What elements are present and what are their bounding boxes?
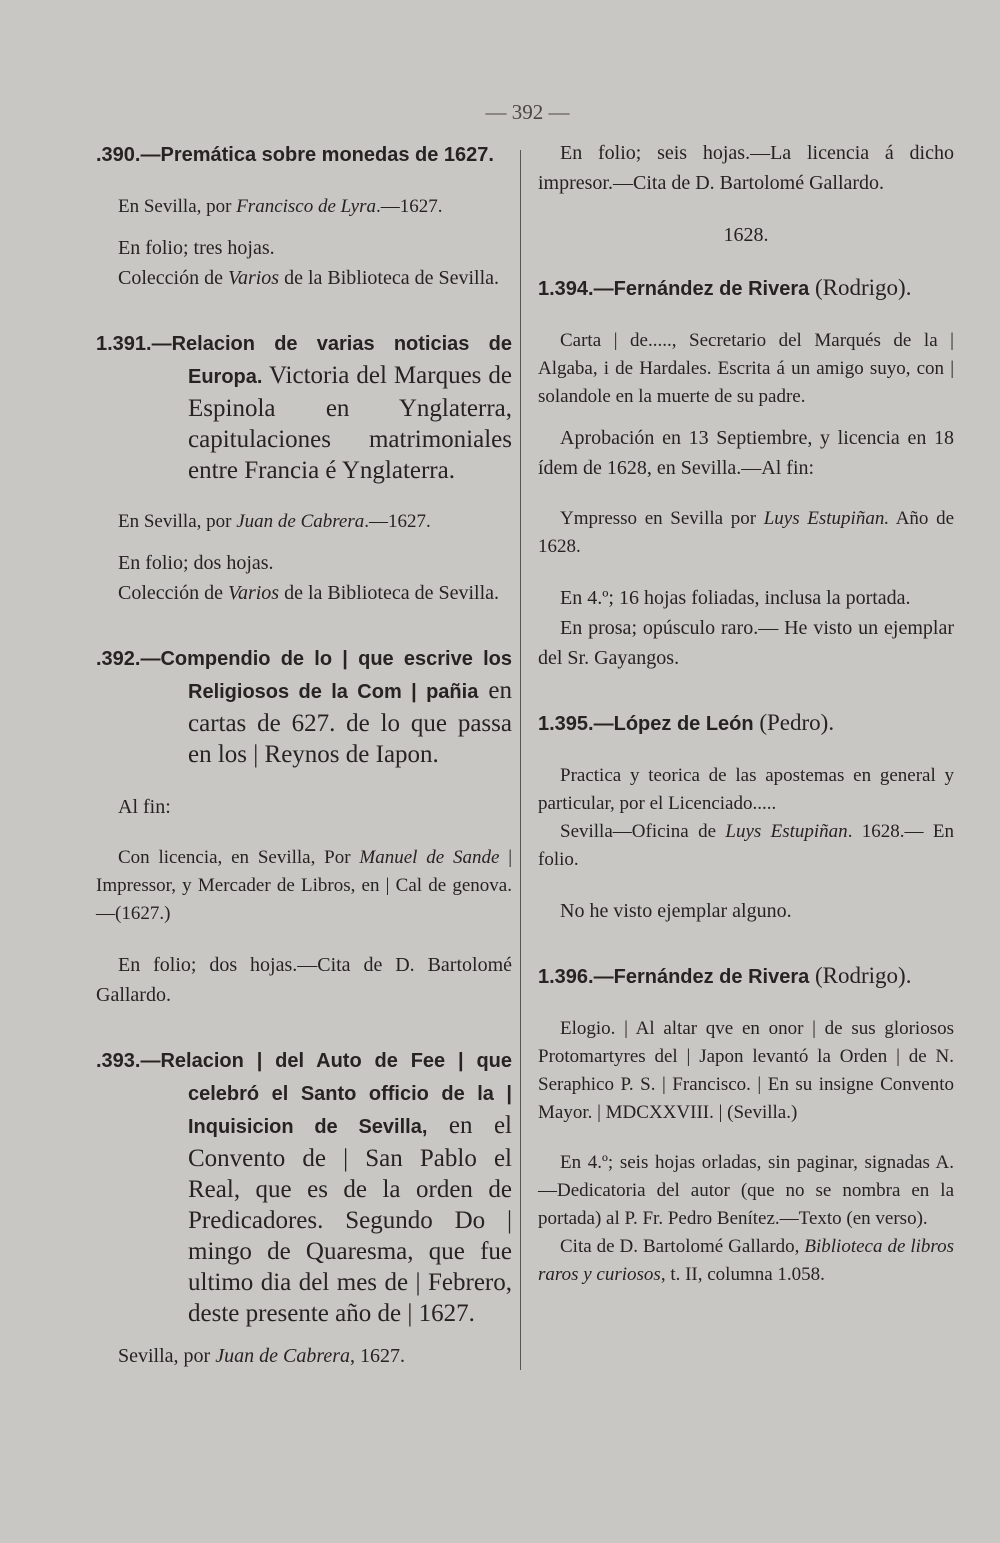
printer-name: Francisco de Lyra	[236, 196, 377, 217]
entry-number: 1.395.	[538, 713, 594, 735]
entry-title: —Relacion | del Auto de Fee | que celebró el Santo officio de la | Inquisicion de Sevilla,	[140, 1050, 512, 1138]
entry-391-collection	[96, 578, 512, 608]
column-divider	[520, 150, 521, 1370]
left-column	[96, 138, 512, 1371]
entry-394-description: En 4.º; 16 hojas foliadas, inclusa la portada.	[560, 587, 911, 609]
printer-name: Juan de Cabrera	[215, 1345, 351, 1367]
entry-394-note: En prosa; opúsculo raro.— He visto un ejemplar del Sr. Gayangos.	[538, 617, 954, 669]
right-column	[538, 138, 954, 1289]
entry-392-alfin: Al fin:	[118, 796, 171, 818]
imprint-date: .—1627.	[376, 196, 443, 217]
entry-number: .393.	[96, 1050, 141, 1072]
imprint-text: En Sevilla, por	[118, 511, 237, 532]
year-heading: 1628.	[723, 224, 769, 246]
entry-title: —Compendio de lo | que escrive los Religiosos de la Com | pañia	[140, 648, 512, 703]
entry-395-imprint	[538, 818, 954, 874]
citation-title: Biblioteca de libros raros y curiosos	[538, 1236, 954, 1285]
entry-396-description: En 4.º; seis hojas orladas, sin paginar, signadas A.—Dedicatoria del autor (que no se nombra en la portada) al P. Fr. Pedro Benítez.—Texto (en verso).	[538, 1152, 954, 1229]
entry-number: .392.	[96, 648, 141, 670]
author-surname: —Fernández de Rivera	[593, 278, 810, 300]
entry-number: 1.394.	[538, 278, 594, 300]
collection-name: Varios	[227, 582, 280, 604]
imprint-text: Sevilla—Oficina de	[560, 821, 726, 842]
imprint-date: , 1627.	[350, 1345, 406, 1367]
entry-394-heading	[538, 272, 954, 305]
author-surname: —López de León	[593, 713, 754, 735]
entry-394-colophon	[538, 505, 954, 561]
entry-395-heading	[538, 707, 954, 740]
imprint-date: . 1628.— En folio.	[538, 821, 954, 870]
page-number: — 392 —	[485, 100, 570, 124]
entry-text: en el Convento de | San Pablo el Real, que es de la orden de Predicadores. Segundo Do | mingo de Quaresma, que fue ultimo dia del mes de | Febrero, deste presente año de | 1627.	[188, 1112, 512, 1327]
citation-text: Cita de D. Bartolomé Gallardo,	[560, 1236, 805, 1257]
entry-391-description: En folio; dos hojas.	[118, 552, 274, 574]
printer-name: Juan de Cabrera	[236, 511, 365, 532]
entry-number: 1.391.	[96, 333, 152, 355]
author-name: (Rodrigo).	[809, 963, 912, 988]
author-name: (Pedro).	[753, 710, 835, 735]
entry-394-approval: Aprobación en 13 Septiembre, y licencia en 18 ídem de 1628, en Sevilla.—Al fin:	[538, 427, 954, 479]
entry-393-imprint	[96, 1341, 512, 1371]
collection-name: Varios	[227, 267, 280, 289]
entry-396-heading	[538, 960, 954, 993]
entry-390-imprint	[96, 193, 512, 221]
printer-name: Luys Estupiñan	[725, 821, 848, 842]
entry-text: en cartas de 627. de lo que passa en los | Reynos de Iapon.	[188, 677, 512, 768]
colophon-text: Con licencia, en Sevilla, Por	[118, 847, 360, 868]
entry-395-note: No he visto ejemplar alguno.	[560, 900, 792, 922]
entry-393-heading	[96, 1044, 512, 1329]
colophon-text: | Impressor, y Mercader de Libros, en | Cal de genova.—(1627.)	[96, 847, 512, 924]
collection-text: Colección de	[118, 582, 228, 604]
author-name: (Rodrigo).	[809, 275, 912, 300]
entry-393-description: En folio; seis hojas.—La licencia á dicho impresor.—Cita de D. Bartolomé Gallardo.	[538, 142, 954, 194]
collection-text: Colección de	[118, 267, 228, 289]
colophon-text: Año de 1628.	[538, 508, 955, 557]
entry-text: Victoria del Marques de Espinola en Ynglaterra, capitulaciones matrimoniales entre Francia é Ynglaterra.	[188, 362, 512, 484]
entry-391-imprint	[96, 508, 512, 536]
entry-number: 1.396.	[538, 966, 594, 988]
author-surname: —Fernández de Rivera	[593, 966, 810, 988]
printer-name: Luys Estupiñan.	[763, 508, 890, 529]
entry-number: .390.	[96, 144, 141, 166]
imprint-date: .—1627.	[364, 511, 431, 532]
imprint-text: Sevilla, por	[118, 1345, 216, 1367]
entry-title: —Premática sobre monedas de 1627.	[140, 144, 494, 166]
entry-394-title: Carta | de....., Secretario del Marqués de la | Algaba, i de Hardales. Escrita á un amigo suyo, con | solandole en la muerte de su padre.	[538, 330, 954, 407]
entry-390-heading	[96, 138, 512, 171]
imprint-text: En Sevilla, por	[118, 196, 237, 217]
collection-text: de la Biblioteca de Sevilla.	[279, 582, 500, 604]
entry-392-colophon	[96, 844, 512, 928]
printer-name: Manuel de Sande	[359, 847, 500, 868]
entry-392-description: En folio; dos hojas.—Cita de D. Bartolomé Gallardo.	[96, 954, 512, 1006]
entry-390-collection	[96, 263, 512, 293]
entry-title: —Relacion de varias noticias de Europa.	[151, 333, 512, 388]
entry-395-title: Practica y teorica de las apostemas en general y particular, por el Licenciado.....	[538, 765, 954, 814]
colophon-text: Ympresso en Sevilla por	[560, 508, 764, 529]
citation-text: , t. II, columna 1.058.	[660, 1264, 825, 1285]
collection-text: de la Biblioteca de Sevilla.	[279, 267, 500, 289]
entry-391-heading	[96, 327, 512, 486]
entry-390-description: En folio; tres hojas.	[118, 237, 275, 259]
entry-392-heading	[96, 642, 512, 770]
entry-396-citation	[538, 1233, 954, 1289]
entry-396-title: Elogio. | Al altar qve en onor | de sus gloriosos Protomartyres del | Japon levantó la Orden | de N. Seraphico P. S. | Francisco. | En su insigne Convento Mayor. | MDCXXVIII. | (Sevilla.)	[538, 1018, 954, 1123]
